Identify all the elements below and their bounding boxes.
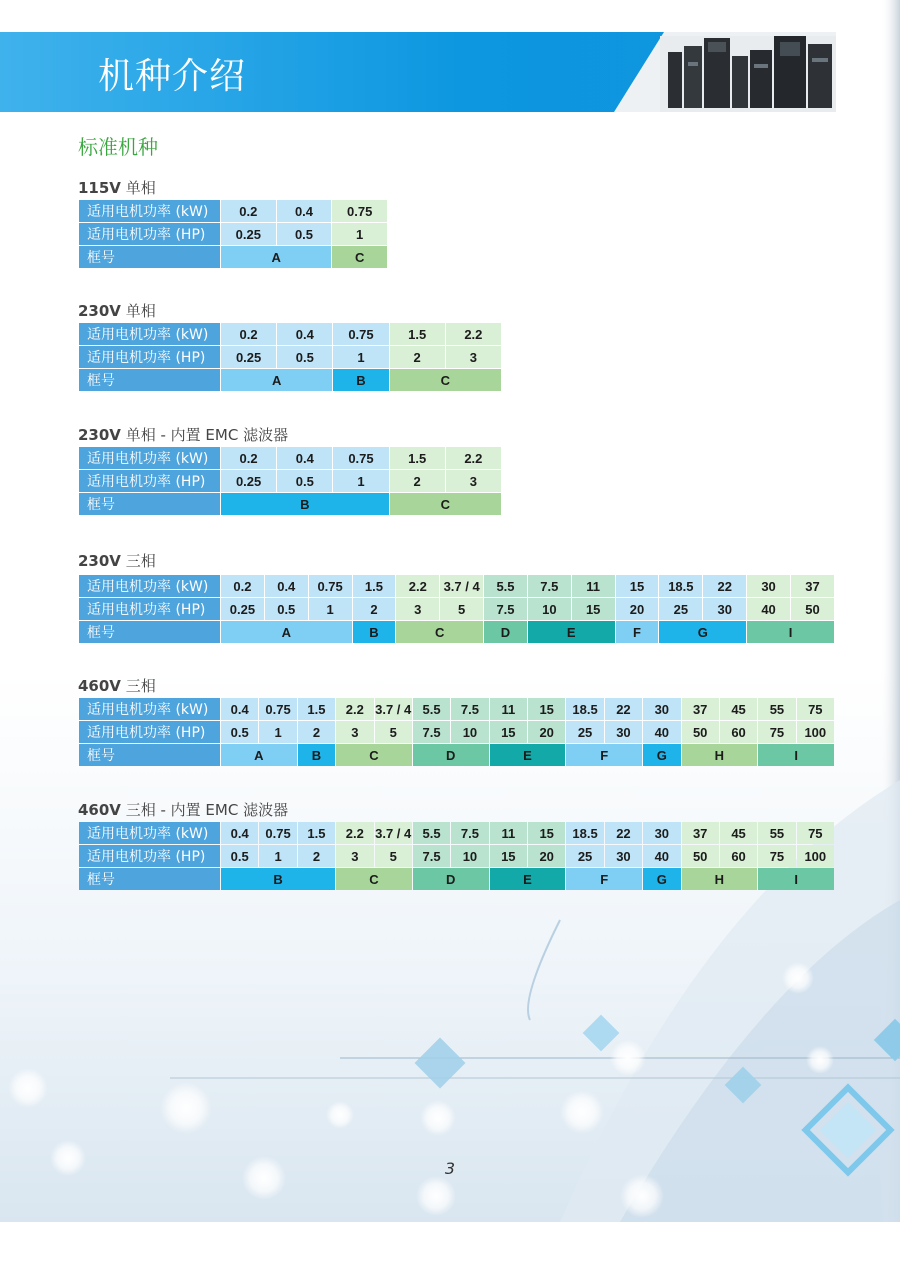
power-hp-cell: 40 xyxy=(747,598,790,620)
power-hp-cell: 0.25 xyxy=(221,223,276,245)
power-hp-cell: 75 xyxy=(758,845,795,867)
frame-row xyxy=(79,493,501,515)
power-hp-cell: 50 xyxy=(791,598,834,620)
row-label: 框号 xyxy=(79,621,220,643)
row-label: 适用电机功率 (HP) xyxy=(79,346,220,368)
table-title-voltage: 460V xyxy=(78,677,121,695)
frame-cell: B xyxy=(333,369,388,391)
table-title xyxy=(78,177,156,198)
power-kw-cell: 15 xyxy=(616,575,659,597)
power-hp-cell: 3 xyxy=(446,470,501,492)
power-kw-cell: 45 xyxy=(720,822,757,844)
frame-cell: B xyxy=(221,493,389,515)
power-hp-cell: 1 xyxy=(259,845,296,867)
power-kw-cell: 1.5 xyxy=(298,698,335,720)
power-kw-cell: 75 xyxy=(797,822,834,844)
row-label: 框号 xyxy=(79,493,220,515)
power-kw-cell: 7.5 xyxy=(451,822,488,844)
frame-cell: D xyxy=(484,621,527,643)
power-hp-cell: 30 xyxy=(703,598,746,620)
power-kw-cell: 0.4 xyxy=(277,200,332,222)
power-kw-cell: 11 xyxy=(490,698,527,720)
frame-cell: G xyxy=(643,744,680,766)
power-hp-cell: 0.5 xyxy=(221,721,258,743)
frame-cell: D xyxy=(413,744,489,766)
power-hp-cell: 1 xyxy=(333,470,388,492)
table-title-voltage: 115V xyxy=(78,179,121,197)
power-kw-cell: 18.5 xyxy=(566,698,603,720)
power-hp-cell: 0.5 xyxy=(277,223,332,245)
power-kw-cell: 0.75 xyxy=(333,447,388,469)
power-kw-cell: 0.4 xyxy=(265,575,308,597)
power-kw-cell: 0.75 xyxy=(309,575,352,597)
power-kw-cell: 7.5 xyxy=(451,698,488,720)
hp-row xyxy=(79,598,834,620)
frame-row xyxy=(79,744,834,766)
spec-table xyxy=(78,821,835,891)
power-kw-cell: 2.2 xyxy=(336,822,373,844)
power-kw-cell: 0.4 xyxy=(277,447,332,469)
power-hp-cell: 25 xyxy=(659,598,702,620)
power-kw-cell: 55 xyxy=(758,698,795,720)
kw-row xyxy=(79,447,501,469)
power-kw-cell: 2.2 xyxy=(336,698,373,720)
row-label: 框号 xyxy=(79,744,220,766)
row-label: 框号 xyxy=(79,868,220,890)
power-kw-cell: 15 xyxy=(528,698,565,720)
hp-row xyxy=(79,223,387,245)
power-hp-cell: 10 xyxy=(451,845,488,867)
row-label: 适用电机功率 (kW) xyxy=(79,822,220,844)
power-kw-cell: 1.5 xyxy=(298,822,335,844)
section-title: 标准机种 xyxy=(78,135,158,159)
hp-row xyxy=(79,845,834,867)
table-title-voltage: 460V xyxy=(78,801,121,819)
power-hp-cell: 2 xyxy=(298,721,335,743)
power-hp-cell: 7.5 xyxy=(413,845,450,867)
frame-cell: A xyxy=(221,744,297,766)
power-hp-cell: 15 xyxy=(490,845,527,867)
power-kw-cell: 0.75 xyxy=(259,822,296,844)
power-kw-cell: 75 xyxy=(797,698,834,720)
power-kw-cell: 11 xyxy=(490,822,527,844)
power-kw-cell: 22 xyxy=(703,575,746,597)
frame-cell: G xyxy=(643,868,680,890)
frame-cell: C xyxy=(390,493,501,515)
table-title xyxy=(78,424,288,445)
power-hp-cell: 0.5 xyxy=(265,598,308,620)
power-kw-cell: 1.5 xyxy=(390,323,445,345)
table-title-desc: 单相 xyxy=(120,302,156,320)
power-hp-cell: 0.25 xyxy=(221,346,276,368)
page-title: 机种介绍 xyxy=(98,56,247,97)
frame-cell: G xyxy=(659,621,746,643)
power-kw-cell: 2.2 xyxy=(396,575,439,597)
power-kw-cell: 3.7 / 4 xyxy=(375,822,412,844)
power-kw-cell: 0.4 xyxy=(221,698,258,720)
row-label: 适用电机功率 (kW) xyxy=(79,447,220,469)
power-kw-cell: 55 xyxy=(758,822,795,844)
power-hp-cell: 1 xyxy=(333,346,388,368)
power-kw-cell: 0.2 xyxy=(221,200,276,222)
power-kw-cell: 1.5 xyxy=(353,575,396,597)
spec-table xyxy=(78,574,835,644)
frame-cell: C xyxy=(390,369,501,391)
hp-row xyxy=(79,721,834,743)
row-label: 适用电机功率 (HP) xyxy=(79,223,220,245)
power-hp-cell: 25 xyxy=(566,721,603,743)
power-kw-cell: 22 xyxy=(605,822,642,844)
power-hp-cell: 30 xyxy=(605,845,642,867)
row-label: 适用电机功率 (kW) xyxy=(79,323,220,345)
power-hp-cell: 3 xyxy=(396,598,439,620)
power-hp-cell: 5 xyxy=(440,598,483,620)
power-kw-cell: 30 xyxy=(643,698,680,720)
power-kw-cell: 15 xyxy=(528,822,565,844)
frame-cell: A xyxy=(221,369,332,391)
power-hp-cell: 0.5 xyxy=(277,346,332,368)
power-kw-cell: 5.5 xyxy=(413,698,450,720)
power-hp-cell: 10 xyxy=(451,721,488,743)
power-kw-cell: 0.75 xyxy=(333,323,388,345)
power-kw-cell: 30 xyxy=(643,822,680,844)
spec-table xyxy=(78,446,502,516)
power-kw-cell: 18.5 xyxy=(566,822,603,844)
spec-table xyxy=(78,697,835,767)
kw-row xyxy=(79,822,834,844)
spec-table xyxy=(78,199,388,269)
power-hp-cell: 15 xyxy=(490,721,527,743)
frame-cell: D xyxy=(413,868,489,890)
frame-row xyxy=(79,868,834,890)
power-hp-cell: 3 xyxy=(446,346,501,368)
power-hp-cell: 1 xyxy=(259,721,296,743)
table-title-desc: 三相 xyxy=(120,677,156,695)
row-label: 适用电机功率 (kW) xyxy=(79,575,220,597)
power-hp-cell: 10 xyxy=(528,598,571,620)
power-kw-cell: 5.5 xyxy=(413,822,450,844)
power-hp-cell: 20 xyxy=(528,721,565,743)
power-hp-cell: 20 xyxy=(616,598,659,620)
power-hp-cell: 2 xyxy=(353,598,396,620)
frame-cell: F xyxy=(566,868,642,890)
power-hp-cell: 60 xyxy=(720,845,757,867)
table-title-desc: 单相 xyxy=(120,179,156,197)
power-hp-cell: 60 xyxy=(720,721,757,743)
power-kw-cell: 3.7 / 4 xyxy=(375,698,412,720)
hp-row xyxy=(79,470,501,492)
kw-row xyxy=(79,698,834,720)
power-kw-cell: 0.75 xyxy=(332,200,387,222)
power-hp-cell: 0.5 xyxy=(221,845,258,867)
frame-cell: E xyxy=(490,868,566,890)
table-title-voltage: 230V xyxy=(78,426,121,444)
power-hp-cell: 40 xyxy=(643,845,680,867)
power-hp-cell: 50 xyxy=(682,721,719,743)
row-label: 适用电机功率 (kW) xyxy=(79,698,220,720)
power-kw-cell: 2.2 xyxy=(446,447,501,469)
power-kw-cell: 0.4 xyxy=(277,323,332,345)
power-hp-cell: 15 xyxy=(572,598,615,620)
kw-row xyxy=(79,200,387,222)
hp-row xyxy=(79,346,501,368)
table-title xyxy=(78,300,156,321)
power-kw-cell: 22 xyxy=(605,698,642,720)
power-hp-cell: 0.25 xyxy=(221,470,276,492)
power-kw-cell: 0.2 xyxy=(221,447,276,469)
power-kw-cell: 0.75 xyxy=(259,698,296,720)
frame-row xyxy=(79,621,834,643)
frame-cell: C xyxy=(396,621,483,643)
table-title-voltage: 230V xyxy=(78,302,121,320)
table-title xyxy=(78,675,156,696)
table-title-desc: 三相 - 内置 EMC 滤波器 xyxy=(120,801,289,819)
row-label: 适用电机功率 (HP) xyxy=(79,598,220,620)
frame-cell: H xyxy=(682,868,758,890)
row-label: 适用电机功率 (HP) xyxy=(79,721,220,743)
frame-cell: H xyxy=(682,744,758,766)
kw-row xyxy=(79,575,834,597)
table-title xyxy=(78,799,288,820)
power-hp-cell: 25 xyxy=(566,845,603,867)
power-kw-cell: 7.5 xyxy=(528,575,571,597)
power-hp-cell: 2 xyxy=(390,470,445,492)
power-kw-cell: 37 xyxy=(791,575,834,597)
frame-cell: F xyxy=(616,621,659,643)
frame-cell: C xyxy=(336,744,412,766)
power-hp-cell: 5 xyxy=(375,721,412,743)
row-label: 框号 xyxy=(79,246,220,268)
frame-cell: F xyxy=(566,744,642,766)
power-kw-cell: 0.2 xyxy=(221,575,264,597)
page-number: 3 xyxy=(444,1159,456,1178)
row-label: 适用电机功率 (HP) xyxy=(79,845,220,867)
power-hp-cell: 0.25 xyxy=(221,598,264,620)
frame-cell: C xyxy=(336,868,412,890)
power-hp-cell: 1 xyxy=(332,223,387,245)
frame-cell: A xyxy=(221,621,352,643)
frame-cell: B xyxy=(221,868,335,890)
power-kw-cell: 5.5 xyxy=(484,575,527,597)
frame-cell: E xyxy=(528,621,615,643)
power-kw-cell: 37 xyxy=(682,698,719,720)
power-kw-cell: 11 xyxy=(572,575,615,597)
power-hp-cell: 50 xyxy=(682,845,719,867)
frame-row xyxy=(79,369,501,391)
frame-cell: E xyxy=(490,744,566,766)
frame-cell: I xyxy=(758,868,834,890)
power-hp-cell: 0.5 xyxy=(277,470,332,492)
power-hp-cell: 1 xyxy=(309,598,352,620)
power-hp-cell: 100 xyxy=(797,845,834,867)
power-hp-cell: 5 xyxy=(375,845,412,867)
spec-table xyxy=(78,322,502,392)
power-hp-cell: 100 xyxy=(797,721,834,743)
row-label: 适用电机功率 (kW) xyxy=(79,200,220,222)
product-photo xyxy=(614,32,836,112)
power-hp-cell: 75 xyxy=(758,721,795,743)
row-label: 框号 xyxy=(79,369,220,391)
power-kw-cell: 45 xyxy=(720,698,757,720)
table-title-desc: 三相 xyxy=(120,552,156,570)
power-hp-cell: 20 xyxy=(528,845,565,867)
kw-row xyxy=(79,323,501,345)
frame-cell: I xyxy=(747,621,834,643)
power-hp-cell: 30 xyxy=(605,721,642,743)
table-title-voltage: 230V xyxy=(78,552,121,570)
row-label: 适用电机功率 (HP) xyxy=(79,470,220,492)
power-kw-cell: 2.2 xyxy=(446,323,501,345)
power-hp-cell: 40 xyxy=(643,721,680,743)
power-kw-cell: 30 xyxy=(747,575,790,597)
table-title xyxy=(78,550,156,571)
frame-cell: I xyxy=(758,744,834,766)
power-kw-cell: 0.2 xyxy=(221,323,276,345)
frame-cell: C xyxy=(332,246,387,268)
power-hp-cell: 3 xyxy=(336,721,373,743)
power-hp-cell: 3 xyxy=(336,845,373,867)
table-title-desc: 单相 - 内置 EMC 滤波器 xyxy=(120,426,289,444)
frame-cell: B xyxy=(298,744,335,766)
power-hp-cell: 2 xyxy=(298,845,335,867)
power-hp-cell: 7.5 xyxy=(484,598,527,620)
power-kw-cell: 18.5 xyxy=(659,575,702,597)
power-kw-cell: 3.7 / 4 xyxy=(440,575,483,597)
power-kw-cell: 1.5 xyxy=(390,447,445,469)
power-hp-cell: 7.5 xyxy=(413,721,450,743)
power-kw-cell: 0.4 xyxy=(221,822,258,844)
frame-cell: B xyxy=(353,621,396,643)
power-hp-cell: 2 xyxy=(390,346,445,368)
frame-row xyxy=(79,246,387,268)
frame-cell: A xyxy=(221,246,331,268)
power-kw-cell: 37 xyxy=(682,822,719,844)
